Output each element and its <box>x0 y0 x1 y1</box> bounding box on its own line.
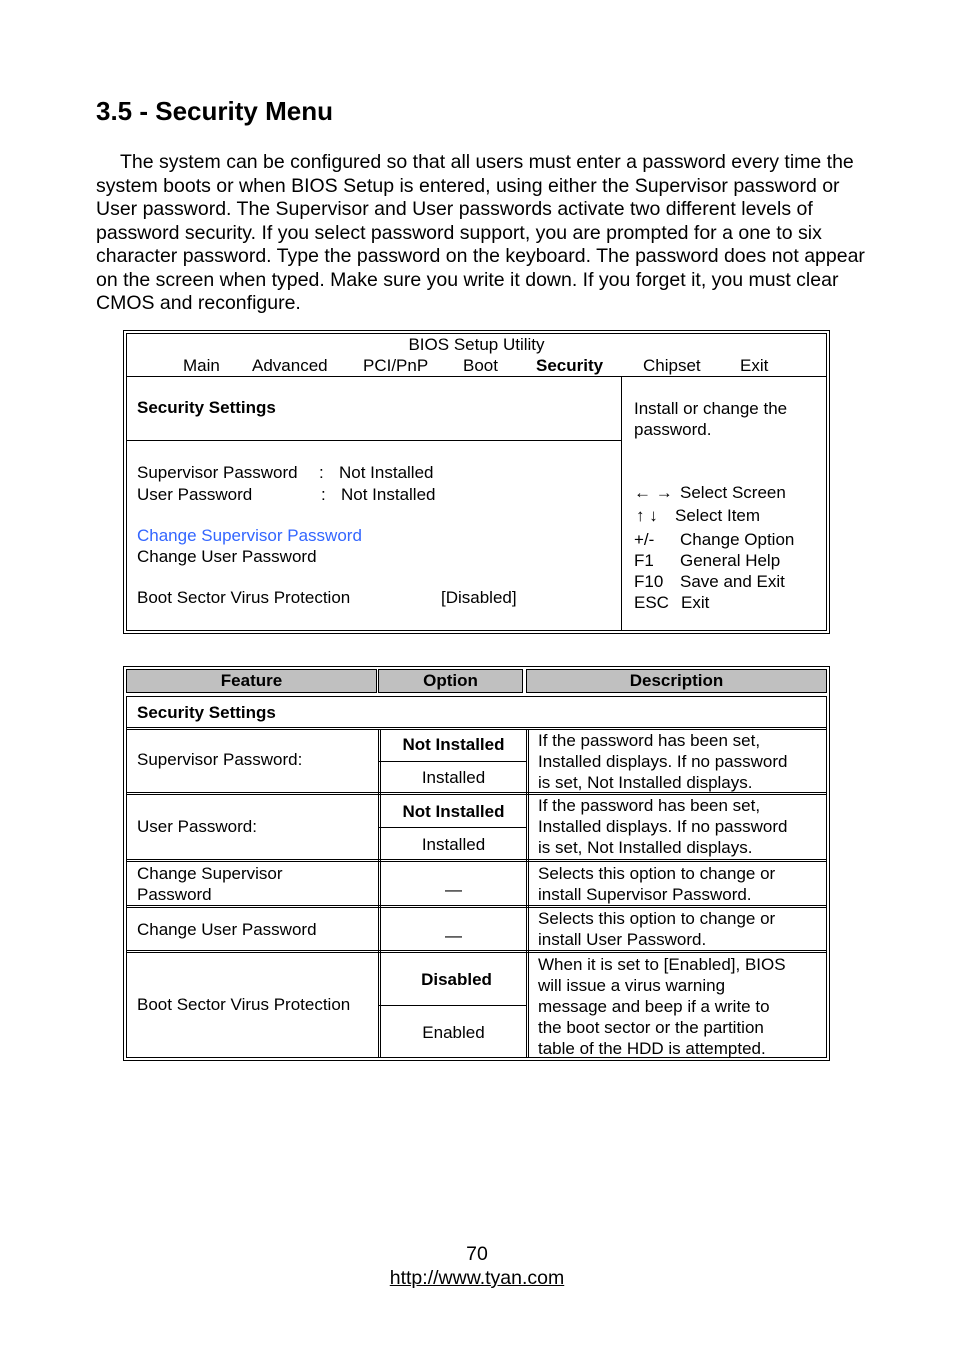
key-left-right-icon: ← → <box>634 483 673 502</box>
row-user-option-default: Not Installed <box>402 802 505 821</box>
row-line <box>126 950 827 951</box>
option-split-line <box>378 827 526 828</box>
row-change-user-desc: Selects this option to change or <box>538 909 776 928</box>
table-section-title: Security Settings <box>137 703 276 722</box>
row-supervisor-feature: Supervisor Password: <box>137 750 303 769</box>
row-boot-sector-option: Enabled <box>422 1023 485 1042</box>
row-line <box>126 861 827 862</box>
row-change-supervisor-feature: Password <box>137 885 212 904</box>
row-supervisor-desc: Installed displays. If no password <box>538 752 788 771</box>
bios-inner-frame <box>126 333 827 631</box>
key-desc-general-help: General Help <box>680 551 781 570</box>
row-line <box>126 952 827 953</box>
bios-title: BIOS Setup Utility <box>408 335 545 354</box>
change-user-password-item[interactable]: Change User Password <box>137 547 317 566</box>
row-change-supervisor-feature: Change Supervisor <box>137 864 283 883</box>
row-user-desc: Installed displays. If no password <box>538 817 788 836</box>
bios-section-title: Security Settings <box>137 398 276 417</box>
col-line <box>528 729 529 1058</box>
row-line <box>126 905 827 906</box>
row-line <box>126 696 827 697</box>
row-change-supervisor-option: — <box>445 880 462 899</box>
user-colon: : <box>321 485 326 504</box>
boot-sector-virus-protection-value[interactable]: [Disabled] <box>441 588 517 607</box>
header-feature: Feature <box>126 669 377 693</box>
supervisor-colon: : <box>319 463 324 482</box>
user-password-label: User Password <box>137 485 253 504</box>
row-supervisor-desc: If the password has been set, <box>538 731 761 750</box>
tab-pcipnp[interactable]: PCI/PnP <box>363 356 429 375</box>
bios-panel-divider <box>621 376 622 630</box>
tab-chipset[interactable]: Chipset <box>643 356 701 375</box>
boot-sector-virus-protection-item[interactable]: Boot Sector Virus Protection <box>137 588 351 607</box>
supervisor-password-label: Supervisor Password <box>137 463 298 482</box>
row-supervisor-option: Installed <box>421 768 486 787</box>
key-desc-exit: Exit <box>681 593 710 612</box>
row-boot-sector-desc: message and beep if a write to <box>538 997 770 1016</box>
key-esc: ESC <box>634 593 669 612</box>
row-change-user-feature: Change User Password <box>137 920 317 939</box>
col-line <box>378 729 379 1058</box>
row-boot-sector-desc: table of the HDD is attempted. <box>538 1039 766 1058</box>
row-user-desc: is set, Not Installed displays. <box>538 838 753 857</box>
tab-advanced[interactable]: Advanced <box>252 356 328 375</box>
tab-security[interactable]: Security <box>536 356 604 375</box>
option-split-line <box>378 761 526 762</box>
row-boot-sector-feature: Boot Sector Virus Protection <box>137 995 351 1014</box>
intro-text: The system can be configured so that all users must enter a password every time the system boots or when BIOS Setup is entered, using either the Supervisor password or User password. The Supervisor and User passwords activate two different levels of password security. If you select password support, you are prompted for a one to six character password. Type the password on the keyboard. The password does not appear on the screen when typed. Make sure you write it down. If you forget it, you must clear CMOS and reconfigure. <box>96 151 865 314</box>
row-supervisor-desc: is set, Not Installed displays. <box>538 773 753 792</box>
header-option: Option <box>378 669 523 693</box>
user-password-value: Not Installed <box>341 485 436 504</box>
bios-tab-bar <box>127 356 826 376</box>
tab-boot[interactable]: Boot <box>463 356 498 375</box>
key-desc-select-item: Select Item <box>675 506 761 525</box>
page-heading: 3.5 - Security Menu <box>96 96 333 126</box>
help-text-line1: Install or change the <box>634 399 788 418</box>
col-line <box>826 696 827 1058</box>
key-f1: F1 <box>634 551 654 570</box>
row-boot-sector-option-default: Disabled <box>421 970 492 989</box>
help-text-line2: password. <box>634 420 712 439</box>
col-line <box>126 696 127 1058</box>
option-split-line <box>378 1005 526 1006</box>
row-line <box>126 859 827 860</box>
footer-url-link[interactable]: http://www.tyan.com <box>389 1267 565 1289</box>
tab-exit[interactable]: Exit <box>740 356 769 375</box>
change-supervisor-password-item[interactable]: Change Supervisor Password <box>137 526 362 545</box>
key-plus-minus: +/- <box>634 530 655 549</box>
col-line <box>526 729 527 1058</box>
row-change-user-desc: install User Password. <box>538 930 707 949</box>
key-f10: F10 <box>634 572 664 591</box>
row-boot-sector-desc: When it is set to [Enabled], BIOS <box>538 955 786 974</box>
page-number: 70 <box>466 1243 488 1265</box>
row-boot-sector-desc: the boot sector or the partition <box>538 1018 764 1037</box>
row-user-feature: User Password: <box>137 817 257 836</box>
intro-paragraph <box>96 151 866 316</box>
supervisor-password-value: Not Installed <box>339 463 434 482</box>
row-change-user-option: — <box>445 926 462 945</box>
footer-url-row <box>0 1266 954 1290</box>
row-boot-sector-desc: will issue a virus warning <box>538 976 726 995</box>
key-desc-save-and-exit: Save and Exit <box>680 572 785 591</box>
bios-tab-divider <box>127 376 826 377</box>
key-up-down-icon: ↑ ↓ <box>636 506 658 525</box>
row-user-option: Installed <box>421 835 486 854</box>
feature-table <box>123 666 830 1061</box>
bios-section-divider <box>127 440 621 441</box>
row-supervisor-option-default: Not Installed <box>402 735 505 754</box>
bios-screen <box>123 330 830 634</box>
key-desc-select-screen: Select Screen <box>680 483 786 502</box>
row-user-desc: If the password has been set, <box>538 796 761 815</box>
row-line <box>126 727 827 728</box>
header-description: Description <box>526 669 827 693</box>
row-change-supervisor-desc: Selects this option to change or <box>538 864 776 883</box>
row-change-supervisor-desc: install Supervisor Password. <box>538 885 752 904</box>
key-desc-change-option: Change Option <box>680 530 795 549</box>
tab-main[interactable]: Main <box>183 356 220 375</box>
